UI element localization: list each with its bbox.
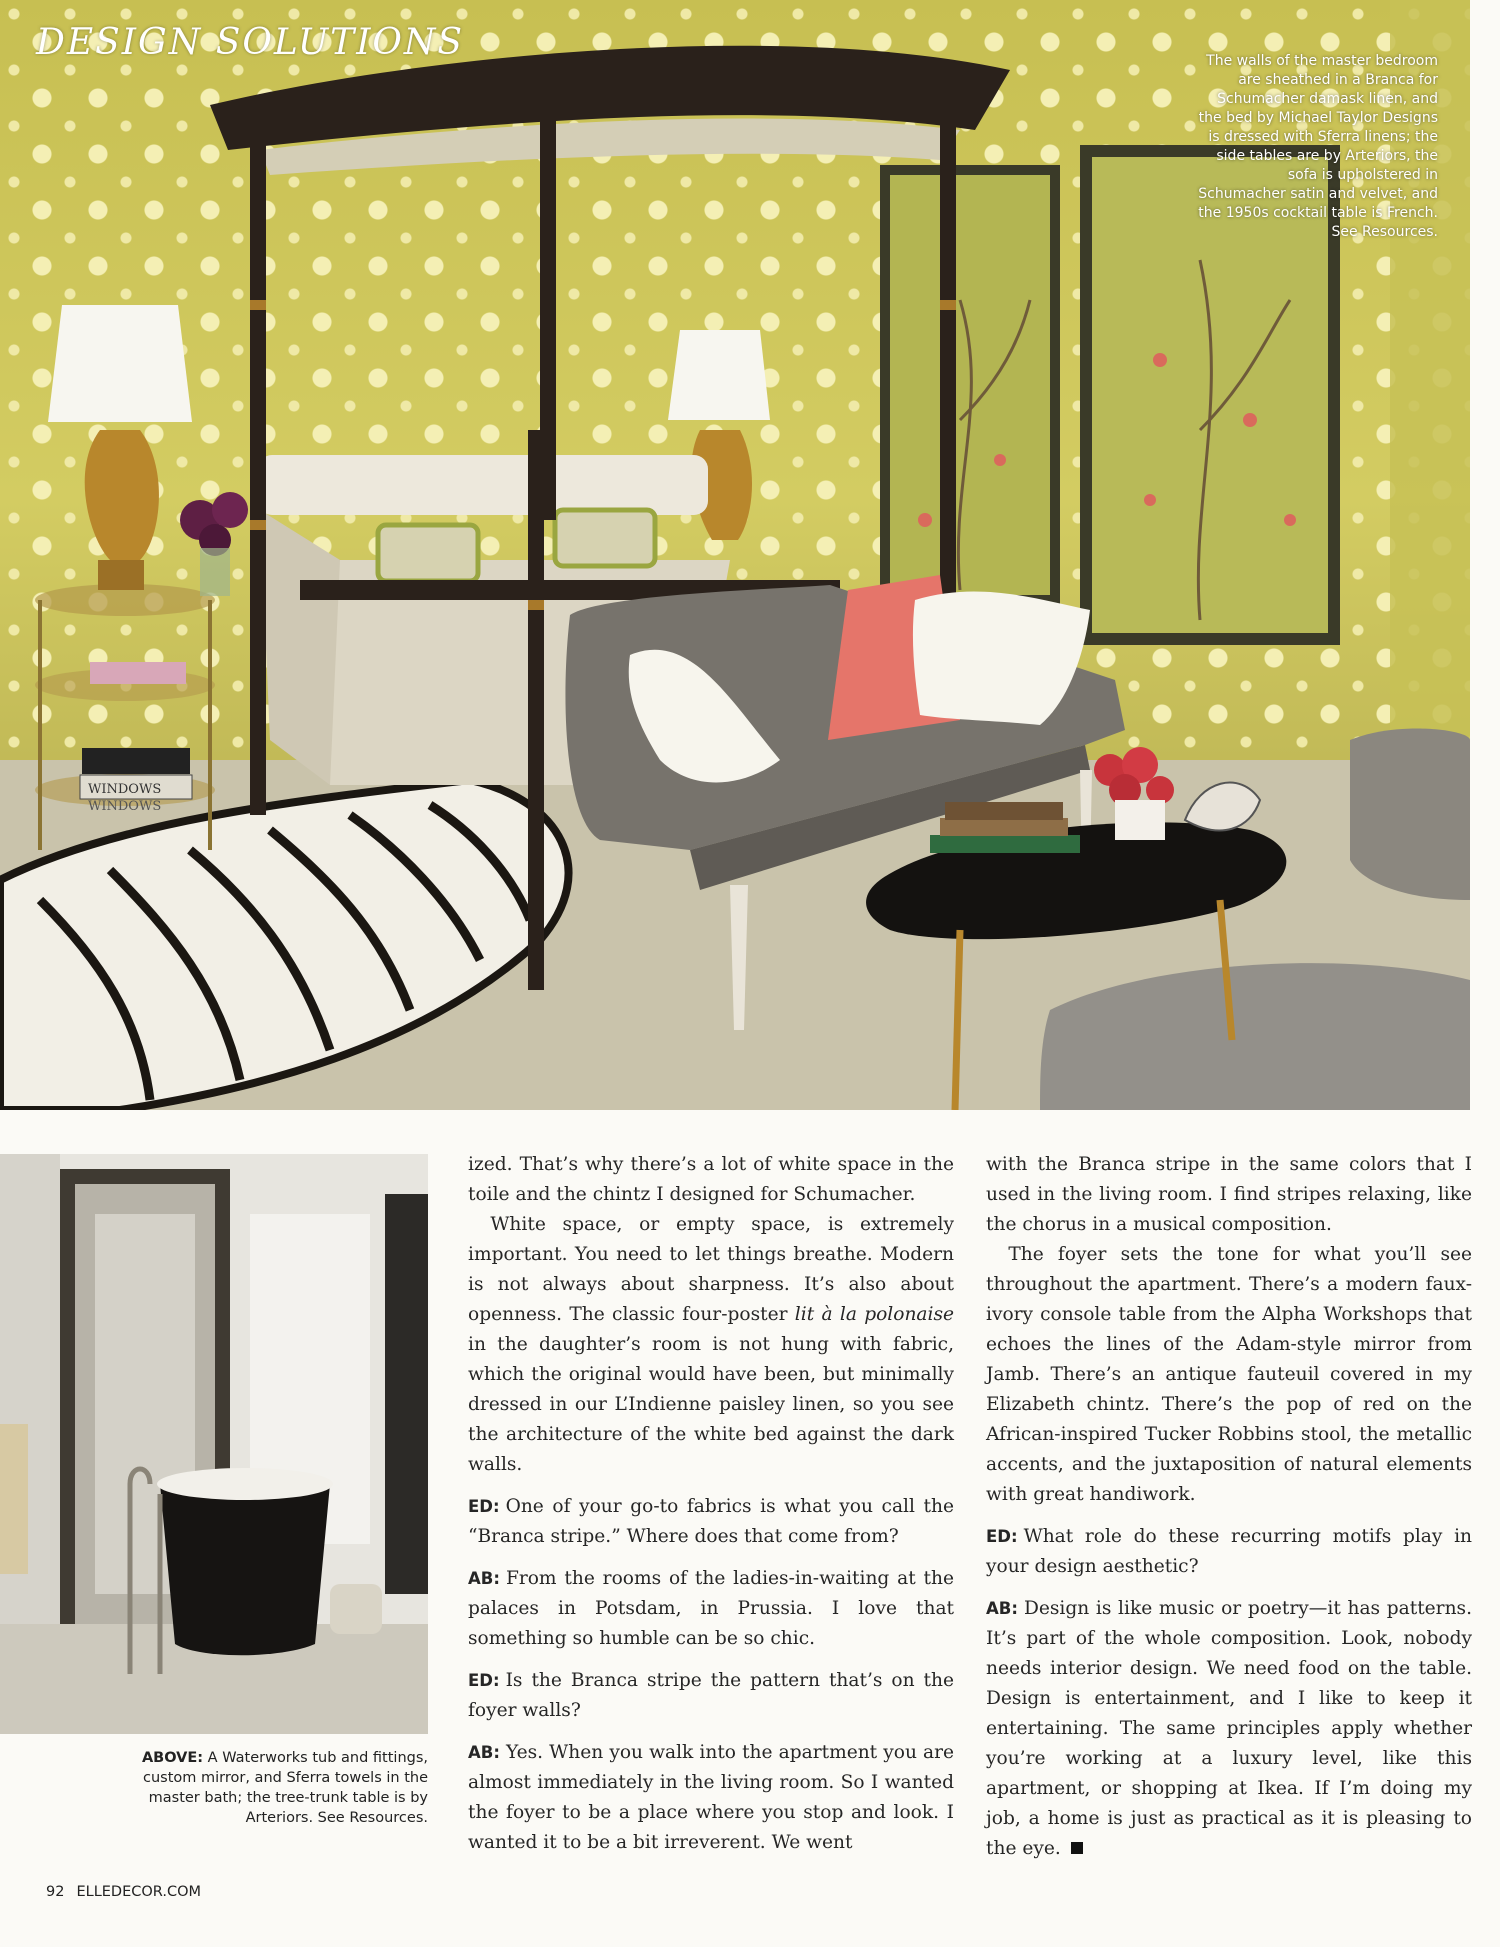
table-lamp-left (48, 305, 192, 590)
hero-caption: The walls of the master bedroom are sheathed in a Branca for Schumacher damask linen, and the bed by Michael Taylor Designs is dressed with Sferra linens; the side tables are by Arteriors, the sofa is upholstered in Schumacher satin and velvet, and the 1950s cocktail table is French. See Resources. (1198, 53, 1438, 240)
article-column-1 (468, 1150, 954, 1858)
bath-photo (0, 1154, 428, 1734)
question: ED: Is the Branca stripe the pattern that’s on the foyer walls? (468, 1670, 954, 1721)
bathroom-illustration (0, 1154, 428, 1734)
window-frame (385, 1194, 428, 1594)
end-mark (1071, 1842, 1083, 1854)
bath-caption (90, 1748, 428, 1828)
tree-trunk-table (330, 1584, 382, 1634)
paragraph: White space, or empty space, is extremely important. You need to let things breathe. Modern is not always about sharpness. It’s also about openness. The classic four-poster lit à la polonaise in the daughter’s room is not hung with fabric, which the original would have been, but minimally dressed in our L’Indienne paisley linen, so you see the architecture of the white bed against the dark walls. (468, 1214, 955, 1475)
book-spine-2: WINDOWS (88, 799, 162, 814)
italic-phrase: lit à la polonaise (794, 1304, 955, 1325)
freestanding-tub (157, 1468, 333, 1655)
interviewee-label: AB: (468, 1743, 500, 1762)
answer: AB: From the rooms of the ladies-in-waiting at the palaces in Potsdam, in Prussia. I love that something so humble can be so chic. (468, 1568, 954, 1649)
interviewer-label: ED: (986, 1527, 1018, 1546)
interviewer-label: ED: (468, 1671, 500, 1690)
question: ED: What role do these recurring motifs play in your design aesthetic? (986, 1526, 1472, 1577)
article-column-2 (986, 1150, 1472, 1864)
section-label: DESIGN SOLUTIONS (36, 22, 465, 63)
page-number: 92 (46, 1884, 65, 1900)
caption-text: A Waterworks tub and fittings, custom mirror, and Sferra towels in the master bath; the tree-trunk table is by Arteriors. See Resources. (143, 1750, 428, 1826)
towel-rack (0, 1424, 28, 1574)
interviewee-label: AB: (986, 1599, 1018, 1618)
paragraph: ized. That’s why there’s a lot of white space in the toile and the chintz I designed for Schumacher. (468, 1154, 954, 1205)
interviewer-label: ED: (468, 1497, 500, 1516)
paragraph: The foyer sets the tone for what you’ll see throughout the apartment. There’s a modern faux-ivory console table from the Alpha Workshops that echoes the lines of the Adam-style mirror from Jamb. There’s an antique fauteuil covered in my Elizabeth chintz. There’s the pop of red on the African-inspired Tucker Robbins stool, the metallic accents, and the juxtaposition of natural elements with great handiwork. (986, 1244, 1472, 1505)
purple-flowers (180, 492, 248, 596)
armchair-right (1350, 728, 1470, 900)
answer: AB: Design is like music or poetry—it has patterns. It’s part of the whole composition. Look, nobody needs interior design. We need food on the table. Design is entertainment, and I like to keep it entertaining. The same principles apply whether you’re working at a luxury level, like this apartment, or shopping at Ikea. If I’m doing my job, a home is just as practical as it is pleasing to the eye. (986, 1598, 1472, 1859)
caption-lead: ABOVE: (141, 1750, 204, 1766)
book-spine-1: WINDOWS (88, 782, 162, 797)
answer: AB: Yes. When you walk into the apartment you are almost immediately in the living room. So I wanted the foyer to be a place where you stop and look. I wanted it to be a bit irreverent. We went (468, 1742, 954, 1853)
question: ED: One of your go-to fabrics is what you call the “Branca stripe.” Where does that come from? (468, 1496, 954, 1547)
site-url: ELLEDECOR.COM (76, 1884, 202, 1900)
paragraph: with the Branca stripe in the same colors that I used in the living room. I find stripes relaxing, like the chorus in a musical composition. (986, 1154, 1472, 1235)
interviewee-label: AB: (468, 1569, 500, 1588)
page-footer (46, 1884, 213, 1900)
